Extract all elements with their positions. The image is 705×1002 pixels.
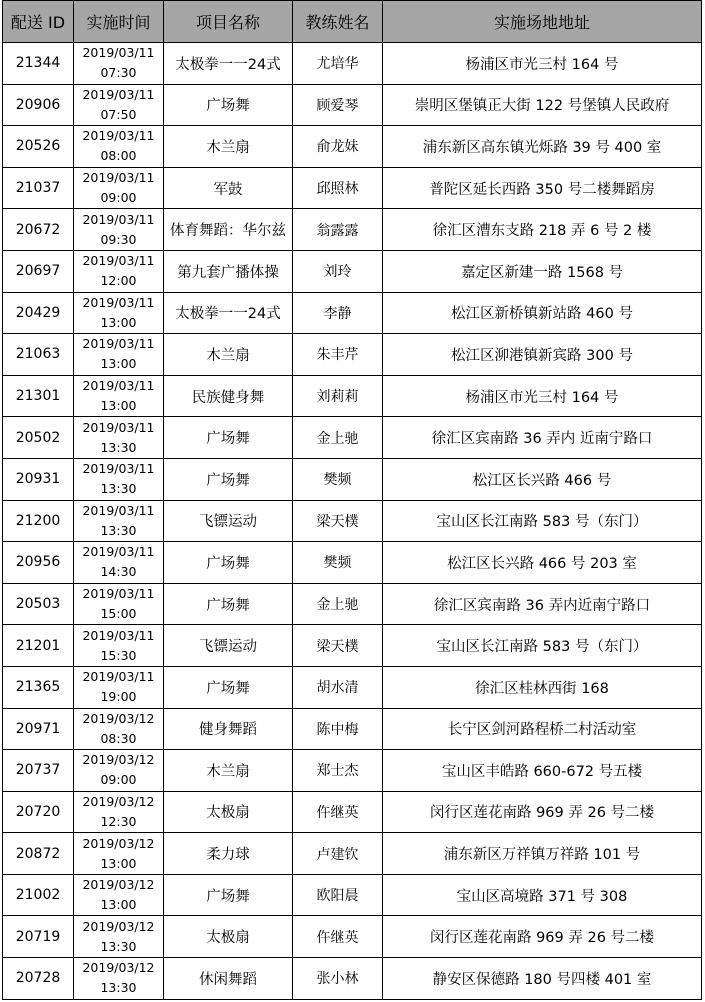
cell-id: 20502: [3, 417, 74, 459]
cell-address: 松江区长兴路 466 号: [383, 458, 702, 500]
cell-id: 21344: [3, 43, 74, 85]
cell-address: 宝山区高境路 371 号 308: [383, 874, 702, 916]
cell-date: 2019/03/11: [82, 170, 155, 186]
cell-date: 2019/03/11: [82, 586, 155, 602]
cell-time: [74, 542, 164, 584]
header-coach: 教练姓名: [293, 1, 383, 43]
cell-time: [74, 874, 164, 916]
cell-time: [74, 292, 164, 334]
cell-coach: 欧阳晨: [293, 874, 383, 916]
cell-id: 21002: [3, 874, 74, 916]
cell-date: 2019/03/11: [82, 669, 155, 685]
cell-date: 2019/03/11: [82, 419, 155, 435]
cell-clock: 07:30: [100, 65, 137, 81]
cell-id: 20672: [3, 209, 74, 251]
cell-project: 广场舞: [164, 583, 293, 625]
cell-clock: 13:00: [100, 314, 137, 330]
cell-time: [74, 666, 164, 708]
cell-address: 杨浦区市光三村 164 号: [383, 375, 702, 417]
cell-coach: 胡水清: [293, 666, 383, 708]
table-row: [3, 833, 702, 875]
cell-project: 广场舞: [164, 417, 293, 459]
table-row: [3, 666, 702, 708]
cell-date: 2019/03/11: [82, 253, 155, 269]
cell-project: 太极扇: [164, 916, 293, 958]
cell-id: 20526: [3, 126, 74, 168]
cell-address: 崇明区堡镇正大街 122 号堡镇人民政府: [383, 84, 702, 126]
table-row: [3, 209, 702, 251]
cell-id: 20728: [3, 958, 74, 1000]
cell-address: 普陀区延长西路 350 号二楼舞蹈房: [383, 167, 702, 209]
cell-date: 2019/03/11: [82, 502, 155, 518]
cell-date: 2019/03/12: [82, 793, 155, 809]
cell-project: 木兰扇: [164, 126, 293, 168]
cell-address: 宝山区长江南路 583 号（东门）: [383, 500, 702, 542]
cell-clock: 15:30: [100, 647, 137, 663]
cell-time: [74, 250, 164, 292]
header-project: 项目名称: [164, 1, 293, 43]
cell-coach: 陈中梅: [293, 708, 383, 750]
cell-id: 21037: [3, 167, 74, 209]
cell-id: 20931: [3, 458, 74, 500]
header-time: 实施时间: [74, 1, 164, 43]
cell-clock: 13:30: [100, 938, 137, 954]
cell-date: 2019/03/11: [82, 627, 155, 643]
cell-date: 2019/03/11: [82, 45, 155, 61]
cell-coach: 邱照林: [293, 167, 383, 209]
cell-clock: 13:30: [100, 439, 137, 455]
cell-project: 广场舞: [164, 874, 293, 916]
cell-time: [74, 625, 164, 667]
table-row: [3, 958, 702, 1000]
cell-id: 21063: [3, 334, 74, 376]
cell-id: 20737: [3, 750, 74, 792]
cell-address: 闵行区莲花南路 969 弄 26 号二楼: [383, 916, 702, 958]
cell-coach: 卢建钦: [293, 833, 383, 875]
cell-address: 松江区泖港镇新宾路 300 号: [383, 334, 702, 376]
cell-id: 20906: [3, 84, 74, 126]
cell-coach: 张小林: [293, 958, 383, 1000]
cell-date: 2019/03/11: [82, 461, 155, 477]
cell-coach: 翁露露: [293, 209, 383, 251]
cell-id: 20719: [3, 916, 74, 958]
cell-coach: 樊频: [293, 458, 383, 500]
table-row: [3, 417, 702, 459]
cell-clock: 08:00: [100, 148, 137, 164]
cell-address: 闵行区莲花南路 969 弄 26 号二楼: [383, 791, 702, 833]
cell-coach: 刘莉莉: [293, 375, 383, 417]
cell-address: 徐汇区宾南路 36 弄内近南宁路口: [383, 583, 702, 625]
cell-coach: 尤培华: [293, 43, 383, 85]
cell-address: 宝山区长江南路 583 号（东门）: [383, 625, 702, 667]
cell-address: 徐汇区漕东支路 218 弄 6 号 2 楼: [383, 209, 702, 251]
cell-project: 木兰扇: [164, 334, 293, 376]
cell-id: 20697: [3, 250, 74, 292]
cell-clock: 12:30: [100, 813, 137, 829]
table-row: [3, 916, 702, 958]
cell-time: [74, 750, 164, 792]
cell-id: 20872: [3, 833, 74, 875]
cell-project: 太极扇: [164, 791, 293, 833]
schedule-table: [2, 0, 702, 1000]
cell-time: [74, 126, 164, 168]
cell-id: 21365: [3, 666, 74, 708]
cell-id: 21201: [3, 625, 74, 667]
cell-address: 杨浦区市光三村 164 号: [383, 43, 702, 85]
cell-coach: 仵继英: [293, 791, 383, 833]
cell-clock: 08:30: [100, 730, 137, 746]
cell-address: 静安区保德路 180 号四楼 401 室: [383, 958, 702, 1000]
cell-coach: 顾爱琴: [293, 84, 383, 126]
cell-id: 20956: [3, 542, 74, 584]
table-row: [3, 126, 702, 168]
cell-clock: 13:00: [100, 855, 137, 871]
cell-clock: 15:00: [100, 606, 137, 622]
cell-id: 20720: [3, 791, 74, 833]
table-row: [3, 583, 702, 625]
cell-project: 休闲舞蹈: [164, 958, 293, 1000]
cell-project: 广场舞: [164, 542, 293, 584]
cell-time: [74, 43, 164, 85]
cell-time: [74, 458, 164, 500]
cell-clock: 09:00: [100, 772, 137, 788]
cell-clock: 13:30: [100, 522, 137, 538]
cell-time: [74, 833, 164, 875]
table-row: [3, 500, 702, 542]
cell-clock: 14:30: [100, 564, 137, 580]
cell-project: 民族健身舞: [164, 375, 293, 417]
cell-project: 军鼓: [164, 167, 293, 209]
table-row: [3, 375, 702, 417]
cell-project: 飞镖运动: [164, 500, 293, 542]
cell-coach: 俞龙妹: [293, 126, 383, 168]
cell-time: [74, 334, 164, 376]
table-row: [3, 43, 702, 85]
cell-address: 长宁区剑河路程桥二村活动室: [383, 708, 702, 750]
cell-time: [74, 417, 164, 459]
table-row: [3, 708, 702, 750]
cell-address: 宝山区丰皓路 660-672 号五楼: [383, 750, 702, 792]
cell-date: 2019/03/12: [82, 710, 155, 726]
table-body: [3, 43, 702, 1000]
cell-clock: 13:00: [100, 897, 137, 913]
cell-clock: 13:00: [100, 356, 137, 372]
cell-date: 2019/03/11: [82, 544, 155, 560]
header-address: 实施场地地址: [383, 1, 702, 43]
table-row: [3, 334, 702, 376]
cell-date: 2019/03/12: [82, 960, 155, 976]
cell-address: 徐汇区桂林西街 168: [383, 666, 702, 708]
cell-id: 21200: [3, 500, 74, 542]
cell-date: 2019/03/11: [82, 378, 155, 394]
cell-address: 嘉定区新建一路 1568 号: [383, 250, 702, 292]
cell-coach: 郑士杰: [293, 750, 383, 792]
cell-project: 太极拳一一24式: [164, 292, 293, 334]
header-row: [3, 1, 702, 43]
cell-id: 20971: [3, 708, 74, 750]
cell-id: 21301: [3, 375, 74, 417]
cell-date: 2019/03/12: [82, 835, 155, 851]
cell-time: [74, 500, 164, 542]
cell-project: 广场舞: [164, 666, 293, 708]
cell-address: 浦东新区万祥镇万祥路 101 号: [383, 833, 702, 875]
cell-address: 徐汇区宾南路 36 弄内 近南宁路口: [383, 417, 702, 459]
cell-coach: 李静: [293, 292, 383, 334]
cell-clock: 09:30: [100, 231, 137, 247]
cell-date: 2019/03/11: [82, 294, 155, 310]
cell-coach: 金上驰: [293, 583, 383, 625]
cell-date: 2019/03/11: [82, 86, 155, 102]
cell-clock: 19:00: [100, 689, 137, 705]
table-row: [3, 292, 702, 334]
cell-project: 广场舞: [164, 458, 293, 500]
header-id: 配送 ID: [3, 1, 74, 43]
cell-date: 2019/03/11: [82, 211, 155, 227]
cell-time: [74, 958, 164, 1000]
table-row: [3, 458, 702, 500]
cell-project: 太极拳一一24式: [164, 43, 293, 85]
cell-clock: 12:00: [100, 273, 137, 289]
cell-coach: 樊频: [293, 542, 383, 584]
cell-address: 松江区新桥镇新站路 460 号: [383, 292, 702, 334]
cell-clock: 13:00: [100, 398, 137, 414]
cell-time: [74, 791, 164, 833]
cell-time: [74, 708, 164, 750]
cell-time: [74, 583, 164, 625]
cell-id: 20503: [3, 583, 74, 625]
cell-date: 2019/03/12: [82, 918, 155, 934]
cell-project: 广场舞: [164, 84, 293, 126]
cell-clock: 07:50: [100, 106, 137, 122]
cell-clock: 13:30: [100, 980, 137, 996]
cell-date: 2019/03/11: [82, 128, 155, 144]
table-row: [3, 791, 702, 833]
cell-coach: 金上驰: [293, 417, 383, 459]
cell-project: 木兰扇: [164, 750, 293, 792]
cell-coach: 梁天樸: [293, 500, 383, 542]
cell-clock: 09:00: [100, 190, 137, 206]
cell-time: [74, 84, 164, 126]
cell-coach: 刘玲: [293, 250, 383, 292]
cell-time: [74, 167, 164, 209]
cell-date: 2019/03/12: [82, 877, 155, 893]
cell-date: 2019/03/11: [82, 336, 155, 352]
cell-project: 飞镖运动: [164, 625, 293, 667]
cell-coach: 梁天樸: [293, 625, 383, 667]
cell-coach: 朱丰芹: [293, 334, 383, 376]
table-row: [3, 874, 702, 916]
cell-id: 20429: [3, 292, 74, 334]
table-row: [3, 167, 702, 209]
table-row: [3, 250, 702, 292]
cell-project: 体育舞蹈：华尔兹: [164, 209, 293, 251]
cell-clock: 13:30: [100, 481, 137, 497]
table-row: [3, 625, 702, 667]
cell-date: 2019/03/12: [82, 752, 155, 768]
cell-address: 浦东新区高东镇光烁路 39 号 400 室: [383, 126, 702, 168]
cell-address: 松江区长兴路 466 号 203 室: [383, 542, 702, 584]
cell-project: 柔力球: [164, 833, 293, 875]
table-row: [3, 84, 702, 126]
table-row: [3, 542, 702, 584]
cell-project: 第九套广播体操: [164, 250, 293, 292]
cell-project: 健身舞蹈: [164, 708, 293, 750]
cell-time: [74, 209, 164, 251]
cell-time: [74, 916, 164, 958]
cell-coach: 仵继英: [293, 916, 383, 958]
cell-time: [74, 375, 164, 417]
table-row: [3, 750, 702, 792]
